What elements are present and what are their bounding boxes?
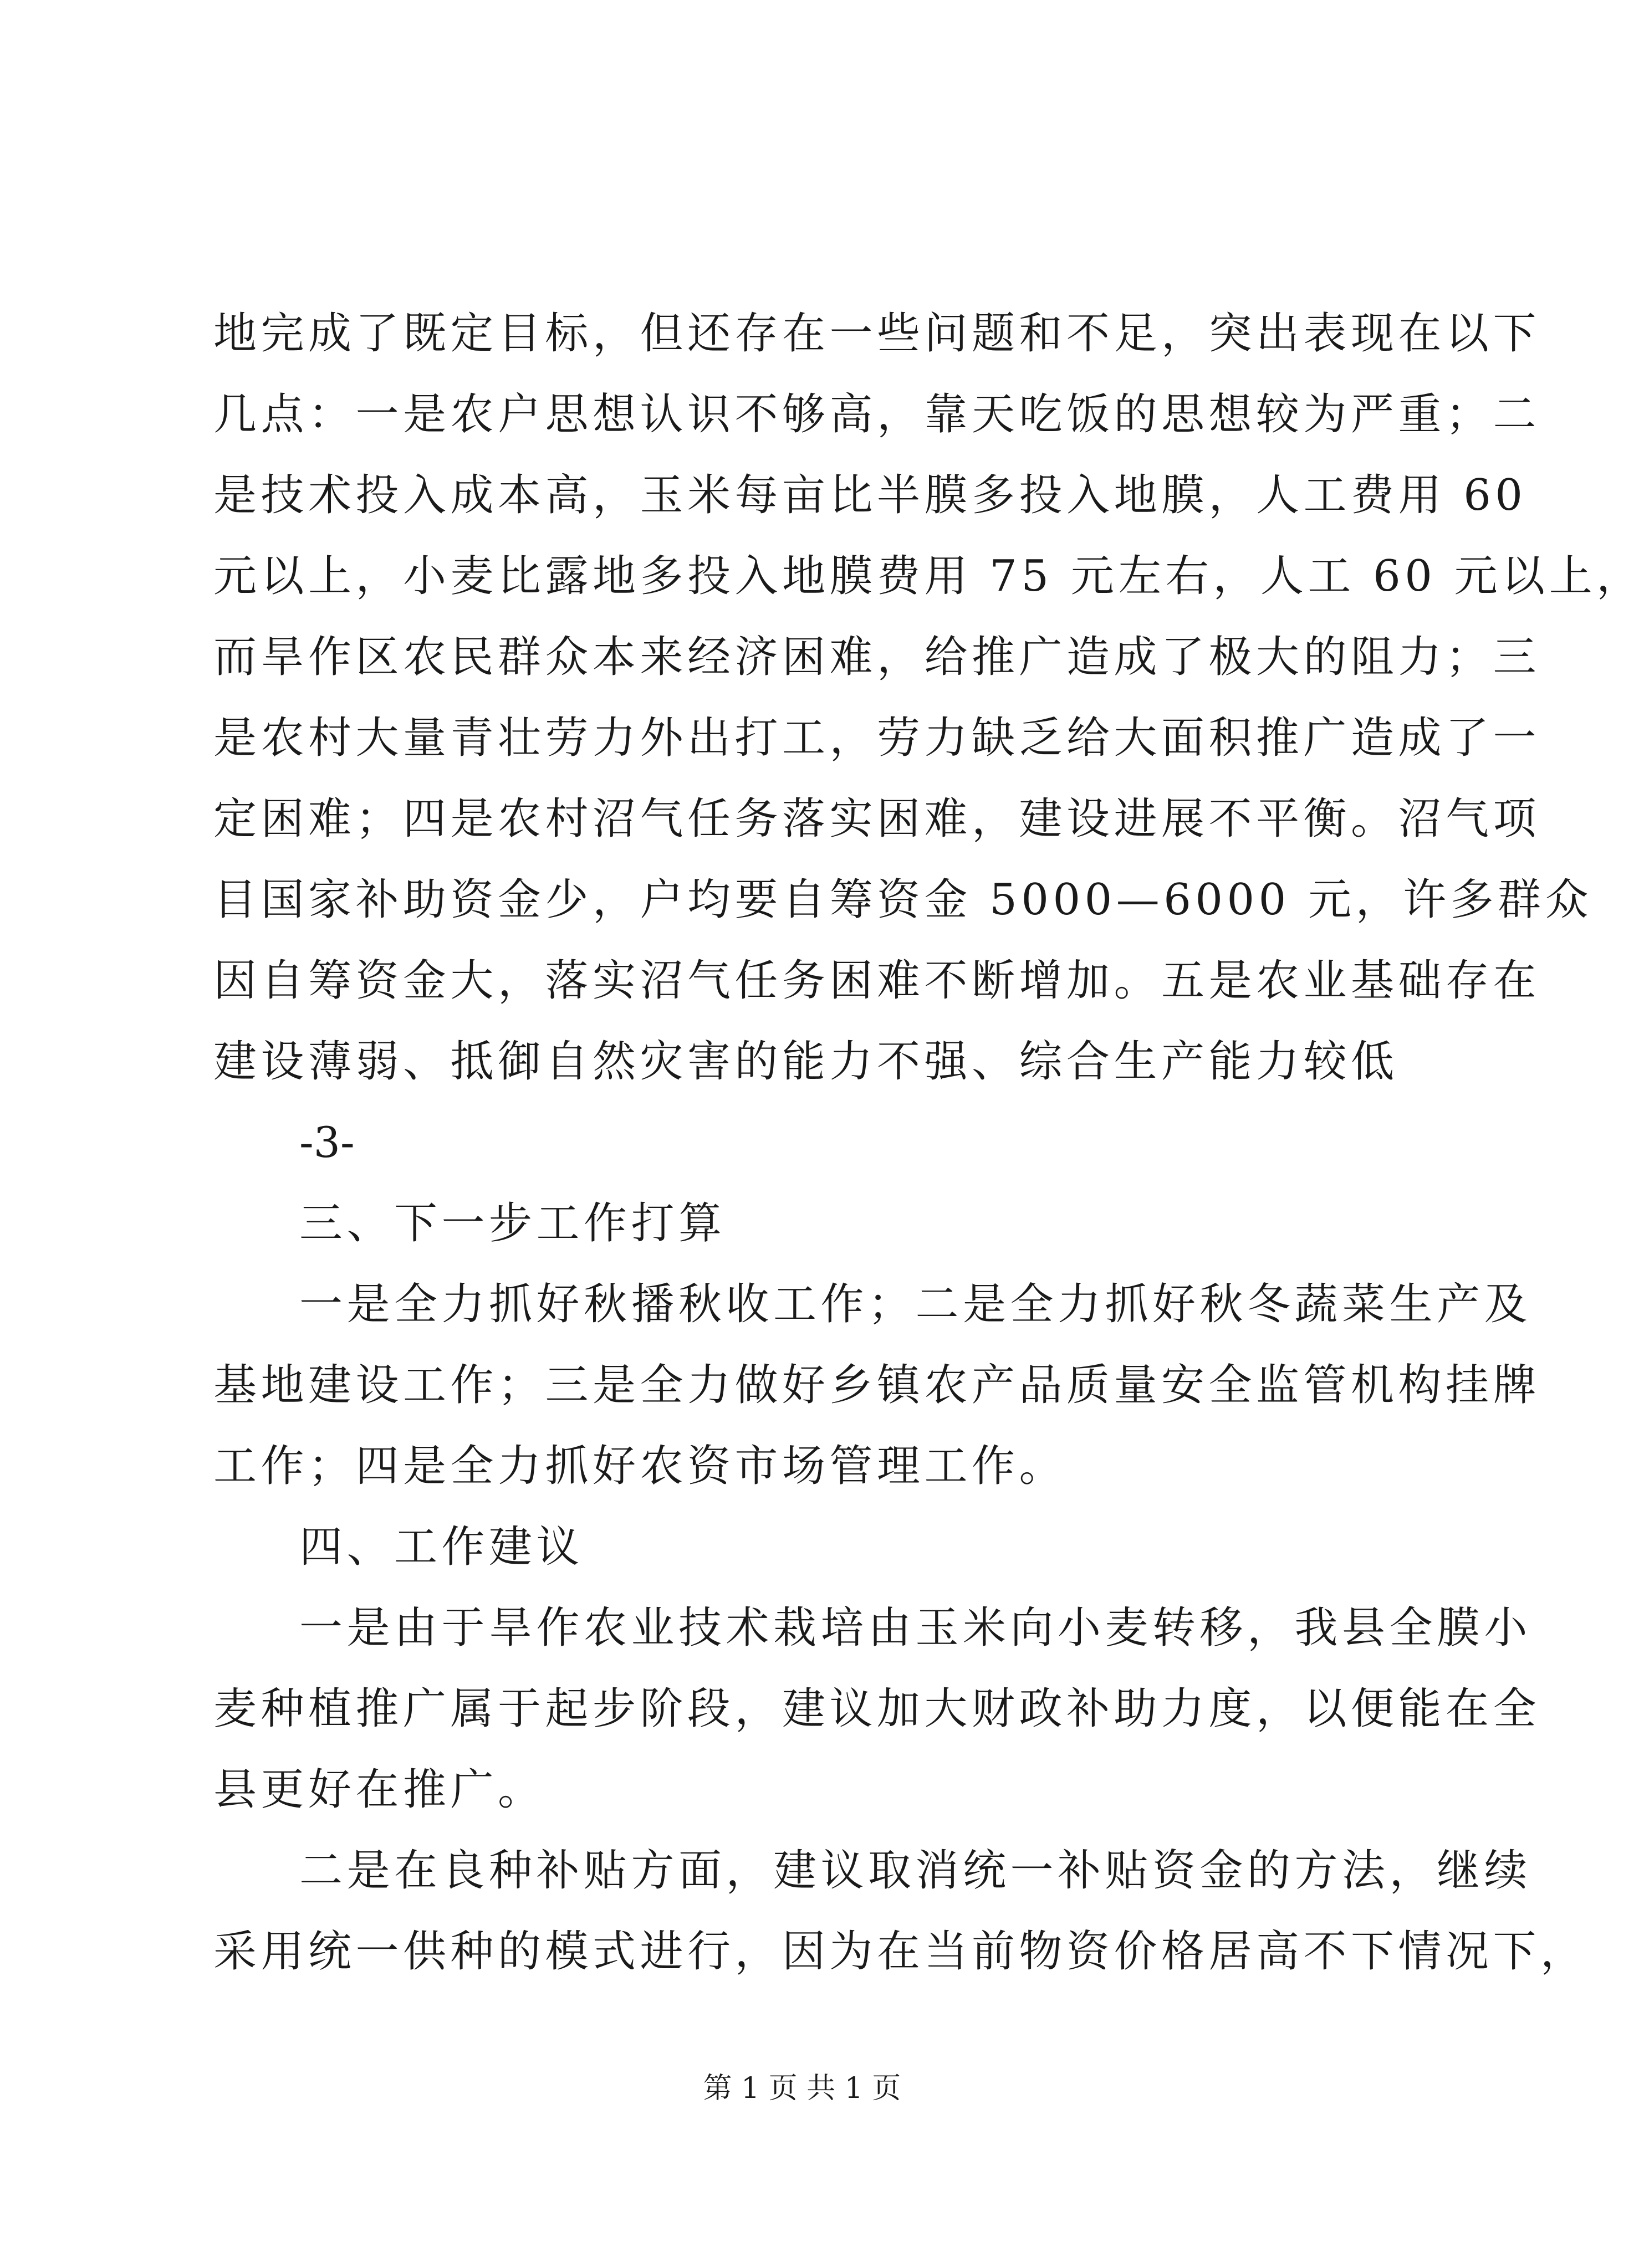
paragraph-line: 定困难；四是农村沼气任务落实困难，建设进展不平衡。沼气项 (213, 794, 1541, 844)
paragraph-line: 一是由于旱作农业技术栽培由玉米向小麦转移，我县全膜小 (299, 1603, 1532, 1653)
paragraph-line: 工作；四是全力抓好农资市场管理工作。 (213, 1441, 1067, 1491)
paragraph-line: 麦种植推广属于起步阶段，建议加大财政补助力度，以便能在全 (213, 1684, 1541, 1734)
paragraph-line: 因自筹资金大，落实沼气任务困难不断增加。五是农业基础存在 (213, 956, 1541, 1006)
section-heading-3: 三、下一步工作打算 (299, 1199, 726, 1248)
paragraph-line: 一是全力抓好秋播秋收工作；二是全力抓好秋冬蔬菜生产及 (299, 1279, 1532, 1329)
paragraph-line: 采用统一供种的模式进行，因为在当前物资价格居高不下情况下， (213, 1927, 1588, 1977)
paragraph-line: 是农村大量青壮劳力外出打工，劳力缺乏给大面积推广造成了一 (213, 713, 1541, 763)
paragraph-line: 地完成了既定目标，但还存在一些问题和不足，突出表现在以下 (213, 309, 1541, 359)
paragraph-line: 而旱作区农民群众本来经济困难，给推广造成了极大的阻力；三 (213, 632, 1541, 682)
inline-page-number: -3- (299, 1118, 355, 1167)
paragraph-line: 是技术投入成本高，玉米每亩比半膜多投入地膜，人工费用 60 (213, 470, 1527, 520)
paragraph-line: 几点：一是农户思想认识不够高，靠天吃饭的思想较为严重；二 (213, 390, 1541, 439)
page-footer: 第 1 页 共 1 页 (703, 2072, 901, 2105)
paragraph-line: 二是在良种补贴方面，建议取消统一补贴资金的方法，继续 (299, 1846, 1532, 1896)
paragraph-line: 基地建设工作；三是全力做好乡镇农产品质量安全监管机构挂牌 (213, 1360, 1541, 1410)
section-heading-4: 四、工作建议 (299, 1522, 584, 1572)
paragraph-line: 元以上，小麦比露地多投入地膜费用 75 元左右，人工 60 元以上， (213, 551, 1644, 601)
paragraph-line: 建设薄弱、抵御自然灾害的能力不强、综合生产能力较低 (213, 1037, 1398, 1087)
paragraph-line: 目国家补助资金少，户均要自筹资金 5000—6000 元，许多群众 (213, 875, 1593, 925)
paragraph-line: 县更好在推广。 (213, 1765, 545, 1815)
